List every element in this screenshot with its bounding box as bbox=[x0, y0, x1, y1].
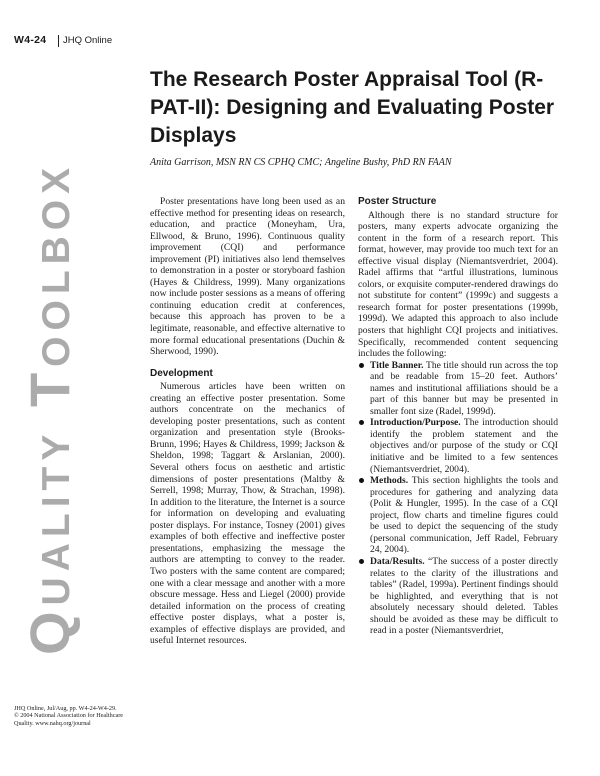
list-item-term: Title Banner. bbox=[370, 359, 424, 371]
footer-citation bbox=[14, 705, 154, 727]
list-item bbox=[358, 360, 558, 418]
poster-structure-paragraph: Although there is no standard structure for posters, many experts advocate organizing the content in the form of a research report. This format, however, may provide too much text for an effective visual display (Niemantsverdriet, 2004). Radel affirms that “artful illustrations, luminous colors, or exquisite computer-rendered drawings do not substitute for content” (1999c) and suggests a research format for poster presentations (1999b, 1999d). We adapted this approach to also include posters that highlight CQI projects and initiatives. Specifically, recommended content sequencing includes the following: bbox=[358, 209, 558, 360]
article-title: The Research Poster Appraisal Tool (R-PAT-II): Designing and Evaluating Poster Displays bbox=[150, 68, 555, 147]
poster-structure-heading: Poster Structure bbox=[358, 196, 437, 207]
bullet-icon bbox=[359, 478, 364, 483]
journal-url[interactable]: Quality. www.nahq.org/journal bbox=[14, 719, 91, 727]
list-item-term: Methods. bbox=[370, 475, 409, 487]
list-item-text: The introduction should identify the problem statement and the objectives and/or purpose of the study or CQI initiative and be limited to a few sentences (Niemantsverdriet, 2004). bbox=[370, 417, 558, 475]
list-item bbox=[358, 556, 558, 637]
list-item-term: Data/Results. bbox=[370, 555, 425, 567]
side-banner: Quality Toolbox bbox=[18, 161, 81, 655]
list-item-text: The title should run across the top and be readable from 15–20 feet. Authors’ names and institutional affiliations should be a part of this banner but may be presented in smaller font size (Radel, 1999d). bbox=[370, 359, 558, 417]
copyright-line: © 2004 National Association for Healthcare bbox=[14, 712, 123, 720]
journal-name: JHQ Online bbox=[63, 35, 113, 46]
list-item bbox=[358, 475, 558, 556]
content-sequence-list bbox=[358, 360, 558, 637]
intro-paragraph: Poster presentations have long been used as an effective method for presenting ideas on research, education, and practice (Moneyham, Ura, Ellwood, & Bruno, 1996). Continuous quality improvement (CQI) and performance improvement (PI) initiatives also lend themselves to demonstration in a poster or storyboard fashion (Hayes & Childress, 1999). Many organizations now include poster sessions as a means of offering continuing education credit at conferences, because this approach has proven to be a legitimate, reasonable, and effective alternative to more formal educational presentations (Duchin & Sherwood, 1990). bbox=[150, 196, 345, 358]
left-column bbox=[150, 196, 345, 647]
list-item-text: This section highlights the tools and procedures for gathering and analyzing data (Polit & Hungler, 1995). In the case of a CQI project, flow charts and timeline figures could be used to depict the sequencing of the study (personal communication, Jeff Radel, February 24, 2004). bbox=[370, 475, 558, 556]
list-item-text: “The success of a poster directly relates to the clarity of the illustrations and tables” (Radel, 1999a). Pertinent findings should be highlighted, and everything that is not absolutely necessary should deleted. Tables should be avoided as these may be difficult to read in a poster (Niemantsverdriet, bbox=[370, 555, 558, 637]
list-item bbox=[358, 417, 558, 475]
article-authors: Anita Garrison, MSN RN CS CPHQ CMC; Angeline Bushy, PhD RN FAAN bbox=[150, 157, 452, 168]
bullet-icon bbox=[359, 363, 364, 368]
bullet-icon bbox=[359, 420, 364, 425]
list-item-term: Introduction/Purpose. bbox=[370, 417, 461, 429]
development-heading: Development bbox=[150, 367, 213, 379]
right-column bbox=[358, 196, 558, 637]
page-code: W4-24 bbox=[14, 34, 47, 46]
development-paragraph: Numerous articles have been written on creating an effective poster presentation. Some authors concentrate on the mechanics of developing poster presentations, such as content organization and presentation style (Brooks-Brunn, 1996; Hayes & Childress, 1999; Jackson & Sheldon, 1998; Taggart & Arslanian, 2000). Several others focus on aesthetic and artistic dimensions of poster presentations (Maltby & Serrell, 1998; Murray, Thow, & Strachan, 1998). In addition to the literature, the Internet is a source for information on developing and evaluating poster displays. For instance, Tosney (2001) gives examples of both effective and ineffective poster presentations, emphasizing the message the authors are attempting to convey to the reader. Two posters with the same content are compared; one with a clear message and another with a more obscure message. Hess and Liegel (2000) provide detailed information on the process of creating effective poster displays, what a poster is, examples of effective displays are provided, and useful Internet resources. bbox=[150, 381, 345, 647]
header-divider bbox=[58, 35, 59, 47]
bullet-icon bbox=[359, 559, 364, 564]
citation-line: JHQ Online, Jul/Aug, pp. W4-24-W4-29. bbox=[14, 705, 117, 712]
